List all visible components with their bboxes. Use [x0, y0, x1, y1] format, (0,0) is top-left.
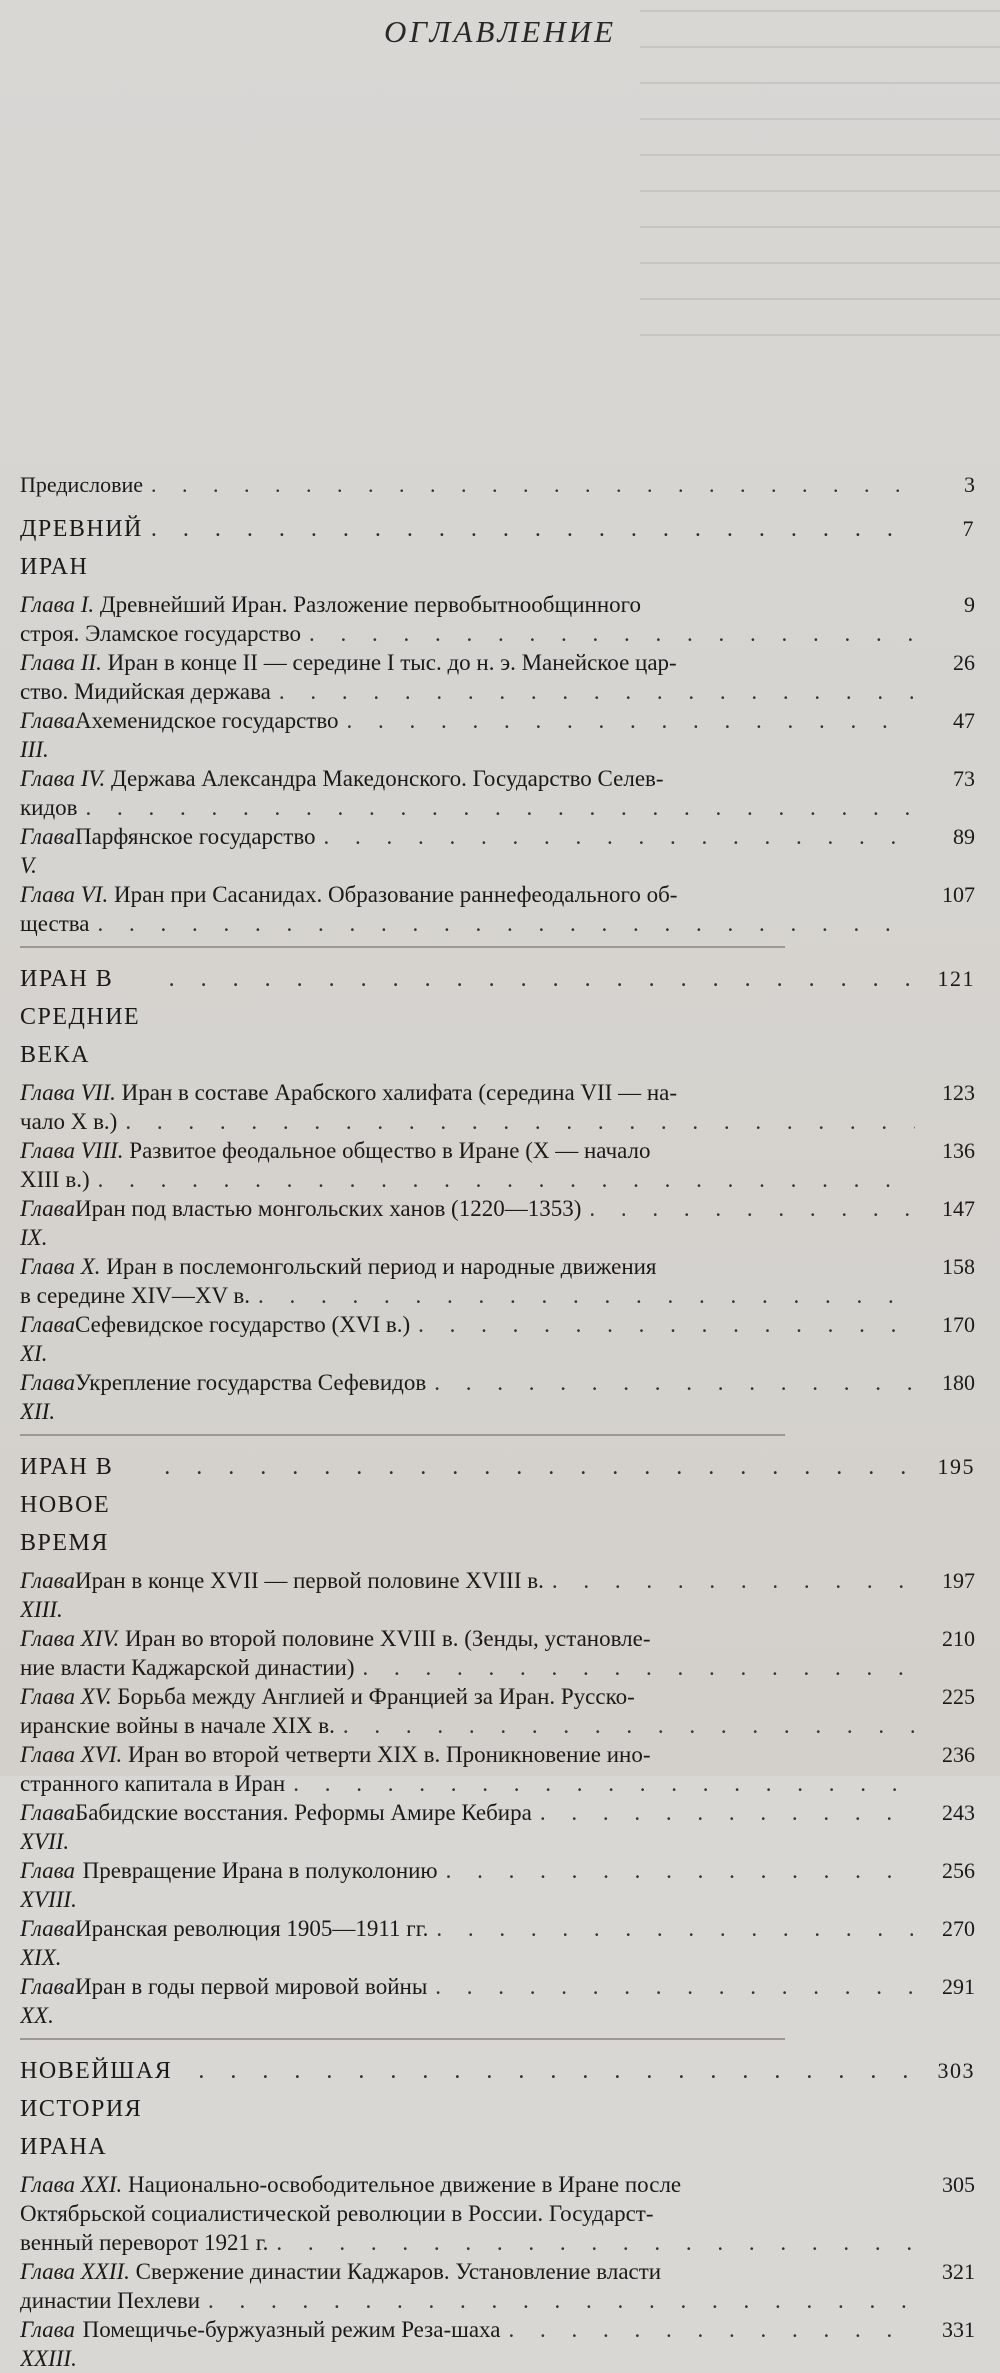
- chapter-page: 291: [942, 1974, 975, 1999]
- chapter-entry[interactable]: [20, 2257, 975, 2315]
- table-of-contents: [20, 470, 975, 2373]
- chapter-line: [20, 1194, 923, 1252]
- dot-leader: [125, 1107, 915, 1136]
- chapter-title-line: Национально-освободительное движение в Иране после: [128, 2172, 682, 2197]
- chapter-entry[interactable]: [20, 1136, 975, 1194]
- chapter-page: 147: [942, 1196, 975, 1221]
- chapter-title-line: Иран в конце II — середине I тыс. до н. э. Манейское цар-: [107, 650, 677, 675]
- chapter-number: Глава II.: [20, 650, 108, 675]
- chapter-entry[interactable]: [20, 880, 975, 938]
- section-divider: [20, 2038, 785, 2040]
- chapter-text: [20, 2257, 923, 2315]
- chapter-number: Глава XXIII.: [20, 2317, 83, 2371]
- chapter-text: [20, 1310, 923, 1368]
- section-page: 195: [937, 1454, 975, 1479]
- preface-entry[interactable]: [20, 470, 975, 500]
- chapter-line: [20, 1107, 923, 1136]
- chapter-page: 180: [942, 1370, 975, 1395]
- chapter-entry[interactable]: [20, 706, 975, 764]
- chapter-line: [20, 1566, 923, 1624]
- chapter-line: [20, 1682, 923, 1711]
- chapter-line: [20, 1165, 923, 1194]
- chapter-entry[interactable]: [20, 1740, 975, 1798]
- chapter-page: 331: [942, 2317, 975, 2342]
- chapter-line: [20, 2257, 923, 2286]
- chapter-line: [20, 1136, 923, 1165]
- dot-leader: [434, 1368, 915, 1397]
- chapter-page: 270: [942, 1916, 975, 1941]
- dot-leader: [279, 677, 915, 706]
- chapter-title-line: Укрепление государства Сефевидов: [75, 1370, 427, 1395]
- chapter-entry[interactable]: [20, 648, 975, 706]
- chapter-number: Глава VIII.: [20, 1138, 130, 1163]
- chapter-page: 47: [953, 708, 975, 733]
- chapter-line: [20, 2286, 923, 2315]
- chapter-entry[interactable]: [20, 1798, 975, 1856]
- chapter-title-line: Древнейший Иран. Разложение первобытнообщинного: [99, 592, 641, 617]
- chapter-number: Глава XII.: [20, 1370, 75, 1424]
- chapter-title-line: щества: [20, 911, 90, 936]
- chapter-text: [20, 1740, 923, 1798]
- chapter-number: Глава XXI.: [20, 2172, 129, 2197]
- chapter-title-line: династии Пехлеви: [20, 2288, 201, 2313]
- dot-leader: [208, 2286, 915, 2315]
- chapter-title-line: в середине XIV—XV в.: [20, 1283, 251, 1308]
- chapter-title-line: ство. Мидийская держава: [20, 679, 271, 704]
- dot-leader: [98, 1165, 915, 1194]
- dot-leader: [347, 706, 915, 735]
- chapter-line: [20, 1368, 923, 1426]
- chapter-title-line: Иран в конце XVII — первой половине XVIII в.: [75, 1568, 544, 1593]
- dot-leader: [258, 1281, 915, 1310]
- chapter-line: [20, 1798, 923, 1856]
- chapter-number: Глава XIX.: [20, 1916, 75, 1970]
- chapter-text: [20, 1136, 923, 1194]
- chapter-number: Глава XXII.: [20, 2259, 136, 2284]
- chapter-line: [20, 1624, 923, 1653]
- chapter-title-line: Иран под властью монгольских ханов (1220—1353): [75, 1196, 582, 1221]
- chapter-line: [20, 648, 923, 677]
- chapter-title-line: Свержение династии Каджаров. Установление власти: [135, 2259, 662, 2284]
- chapter-text: [20, 1798, 923, 1856]
- chapter-title-line: Иранская революция 1905—1911 гг.: [75, 1916, 429, 1941]
- preface-page: 3: [964, 472, 975, 497]
- chapter-number: Глава XIII.: [20, 1568, 75, 1622]
- show-through-text: [640, 10, 1000, 430]
- dot-leader: [276, 2228, 915, 2257]
- dot-leader: [151, 510, 915, 548]
- chapter-number: Глава I.: [20, 592, 100, 617]
- dot-leader: [86, 793, 915, 822]
- chapter-line: [20, 590, 923, 619]
- section-heading[interactable]: [20, 1448, 975, 1562]
- chapter-text: [20, 1368, 923, 1426]
- dot-leader: [363, 1653, 915, 1682]
- chapter-number: Глава VI.: [20, 882, 114, 907]
- chapter-entry[interactable]: [20, 1914, 975, 1972]
- chapter-entry[interactable]: [20, 1856, 975, 1914]
- chapter-line: [20, 706, 923, 764]
- section-title: ИРАН В СРЕДНИЕ ВЕКА: [20, 966, 141, 1068]
- section-title: ДРЕВНИЙ ИРАН: [20, 516, 143, 580]
- chapter-text: [20, 880, 923, 938]
- chapter-title-line: Парфянское государство: [75, 824, 316, 849]
- chapter-line: [20, 1914, 923, 1972]
- page-title: ОГЛАВЛЕНИЕ: [383, 14, 617, 49]
- chapter-title-line: Бабидские восстания. Реформы Амире Кебира: [75, 1800, 532, 1825]
- chapter-title-line: Ахеменидское государство: [75, 708, 339, 733]
- chapter-title-line: Борьба между Англией и Францией за Иран. Русско-: [117, 1684, 635, 1709]
- chapter-page: 170: [942, 1312, 975, 1337]
- chapter-line: [20, 2199, 923, 2228]
- chapter-entry[interactable]: [20, 1078, 975, 1136]
- chapter-title-line: Держава Александра Македонского. Государство Селев-: [111, 766, 664, 791]
- chapter-text: [20, 1682, 923, 1740]
- chapter-entry[interactable]: [20, 764, 975, 822]
- dot-leader: [98, 909, 915, 938]
- chapter-text: [20, 1972, 923, 2030]
- preface-label: Предисловие: [20, 472, 143, 497]
- dot-leader: [151, 470, 915, 500]
- section-page: 303: [937, 2058, 975, 2083]
- chapter-number: Глава VII.: [20, 1080, 122, 1105]
- chapter-text: [20, 590, 923, 648]
- chapter-entry[interactable]: [20, 1682, 975, 1740]
- chapter-title-line: Иран во второй половине XVIII в. (Зенды, установле-: [125, 1626, 651, 1651]
- chapter-number: Глава X.: [20, 1254, 107, 1279]
- section-heading[interactable]: [20, 510, 975, 586]
- chapter-line: [20, 1972, 923, 2030]
- chapter-page: 225: [942, 1684, 975, 1709]
- chapter-number: Глава XX.: [20, 1974, 75, 2028]
- dot-leader: [540, 1798, 915, 1827]
- chapter-text: [20, 822, 923, 880]
- chapter-text: [20, 2315, 923, 2373]
- chapter-line: [20, 822, 923, 880]
- section-heading[interactable]: [20, 960, 975, 1074]
- chapter-entry[interactable]: [20, 2170, 975, 2257]
- chapter-page: 123: [942, 1080, 975, 1105]
- chapter-number: Глава XV.: [20, 1684, 118, 1709]
- chapter-page: 197: [942, 1568, 975, 1593]
- chapter-page: 73: [953, 766, 975, 791]
- chapter-title-line: Иран в послемонгольский период и народные движения: [106, 1254, 657, 1279]
- dot-leader: [446, 1856, 915, 1885]
- chapter-line: [20, 2228, 923, 2257]
- chapter-title-line: кидов: [20, 795, 78, 820]
- chapter-line: [20, 677, 923, 706]
- toc-section: [20, 960, 975, 1436]
- chapter-number: Глава XVI.: [20, 1742, 129, 1767]
- chapter-page: 107: [942, 882, 975, 907]
- toc-section: [20, 1448, 975, 2040]
- chapter-line: [20, 1653, 923, 1682]
- chapter-line: [20, 1769, 923, 1798]
- chapter-line: [20, 880, 923, 909]
- dot-leader: [309, 619, 915, 648]
- chapter-page: 243: [942, 1800, 975, 1825]
- chapter-page: 158: [942, 1254, 975, 1279]
- chapter-number: Глава V.: [20, 824, 75, 878]
- chapter-number: Глава XVIII.: [20, 1858, 83, 1912]
- toc-sections: [20, 510, 975, 2373]
- chapter-page: 305: [942, 2172, 975, 2197]
- dot-leader: [552, 1566, 915, 1595]
- chapter-number: Глава XI.: [20, 1312, 75, 1366]
- dot-leader: [293, 1769, 915, 1798]
- chapter-text: [20, 648, 923, 706]
- chapter-title-line: чало X в.): [20, 1109, 118, 1134]
- chapter-line: [20, 793, 923, 822]
- chapter-page: 236: [942, 1742, 975, 1767]
- chapter-entry[interactable]: [20, 1972, 975, 2030]
- dot-leader: [164, 1448, 915, 1486]
- chapter-title-line: ние власти Каджарской династии): [20, 1655, 355, 1680]
- dot-leader: [508, 2315, 915, 2344]
- chapter-page: 9: [964, 592, 975, 617]
- section-divider: [20, 1434, 785, 1436]
- dot-leader: [435, 1972, 915, 2001]
- chapter-line: [20, 2170, 923, 2199]
- chapter-number: Глава XVII.: [20, 1800, 75, 1854]
- toc-section: [20, 510, 975, 948]
- chapter-title-line: странного капитала в Иран: [20, 1771, 286, 1796]
- chapter-line: [20, 909, 923, 938]
- chapter-page: 210: [942, 1626, 975, 1651]
- chapter-text: [20, 706, 923, 764]
- chapter-title-line: Развитое феодальное общество в Иране (X — начало: [129, 1138, 651, 1163]
- chapter-entry[interactable]: [20, 1368, 975, 1426]
- chapter-title-line: строя. Эламское государство: [20, 621, 302, 646]
- chapter-line: [20, 764, 923, 793]
- chapter-text: [20, 1914, 923, 1972]
- chapter-title-line: Иран в годы первой мировой войны: [75, 1974, 428, 1999]
- toc-section: [20, 2052, 975, 2373]
- chapter-page: 321: [942, 2259, 975, 2284]
- chapter-page: 136: [942, 1138, 975, 1163]
- chapter-page: 89: [953, 824, 975, 849]
- chapter-entry[interactable]: [20, 1194, 975, 1252]
- chapter-text: [20, 764, 923, 822]
- chapter-title-line: Сефевидское государство (XVI в.): [75, 1312, 411, 1337]
- chapter-line: [20, 1252, 923, 1281]
- chapter-page: 256: [942, 1858, 975, 1883]
- dot-leader: [343, 1711, 915, 1740]
- chapter-line: [20, 619, 923, 648]
- chapter-title-line: Помещичье-буржуазный режим Реза-шаха: [82, 2317, 501, 2342]
- dot-leader: [198, 2052, 915, 2090]
- chapter-text: [20, 1566, 923, 1624]
- section-title: НОВЕЙШАЯ ИСТОРИЯ ИРАНА: [20, 2058, 173, 2160]
- chapter-title-line: XIII в.): [20, 1167, 90, 1192]
- chapter-title-line: Превращение Ирана в полуколонию: [82, 1858, 438, 1883]
- chapter-line: [20, 1711, 923, 1740]
- section-page: 121: [937, 966, 975, 991]
- chapter-page: 26: [953, 650, 975, 675]
- chapter-title-line: Иран в составе Арабского халифата (середина VII — на-: [121, 1080, 678, 1105]
- chapter-line: [20, 2315, 923, 2373]
- chapter-number: Глава III.: [20, 708, 75, 762]
- chapter-number: Глава IV.: [20, 766, 111, 791]
- chapter-line: [20, 1310, 923, 1368]
- chapter-line: [20, 1856, 923, 1914]
- chapter-title-line: Иран во второй четверти XIX в. Проникновение ино-: [128, 1742, 651, 1767]
- chapter-entry[interactable]: [20, 822, 975, 880]
- section-title: ИРАН В НОВОЕ ВРЕМЯ: [20, 1454, 114, 1556]
- section-heading[interactable]: [20, 2052, 975, 2166]
- chapter-entry[interactable]: [20, 590, 975, 648]
- chapter-entry[interactable]: [20, 1624, 975, 1682]
- chapter-entry[interactable]: [20, 1310, 975, 1368]
- chapter-line: [20, 1281, 923, 1310]
- chapter-text: [20, 1856, 923, 1914]
- dot-leader: [324, 822, 915, 851]
- chapter-text: [20, 1194, 923, 1252]
- chapter-entry[interactable]: [20, 2315, 975, 2373]
- dot-leader: [436, 1914, 915, 1943]
- dot-leader: [169, 960, 915, 998]
- chapter-text: [20, 2170, 923, 2257]
- chapter-title-line: Октябрьской социалистической революции в России. Государст-: [20, 2201, 654, 2226]
- chapter-number: Глава XIV.: [20, 1626, 126, 1651]
- chapter-line: [20, 1740, 923, 1769]
- chapter-title-line: венный переворот 1921 г.: [20, 2230, 269, 2255]
- section-page: 7: [962, 516, 975, 541]
- section-divider: [20, 946, 785, 948]
- dot-leader: [418, 1310, 915, 1339]
- dot-leader: [589, 1194, 915, 1223]
- chapter-line: [20, 1078, 923, 1107]
- chapter-entry[interactable]: [20, 1252, 975, 1310]
- chapter-text: [20, 1252, 923, 1310]
- chapter-text: [20, 1624, 923, 1682]
- chapter-text: [20, 1078, 923, 1136]
- chapter-title-line: Иран при Сасанидах. Образование раннефеодального об-: [113, 882, 678, 907]
- chapter-title-line: иранские войны в начале XIX в.: [20, 1713, 335, 1738]
- chapter-number: Глава IX.: [20, 1196, 75, 1250]
- chapter-entry[interactable]: [20, 1566, 975, 1624]
